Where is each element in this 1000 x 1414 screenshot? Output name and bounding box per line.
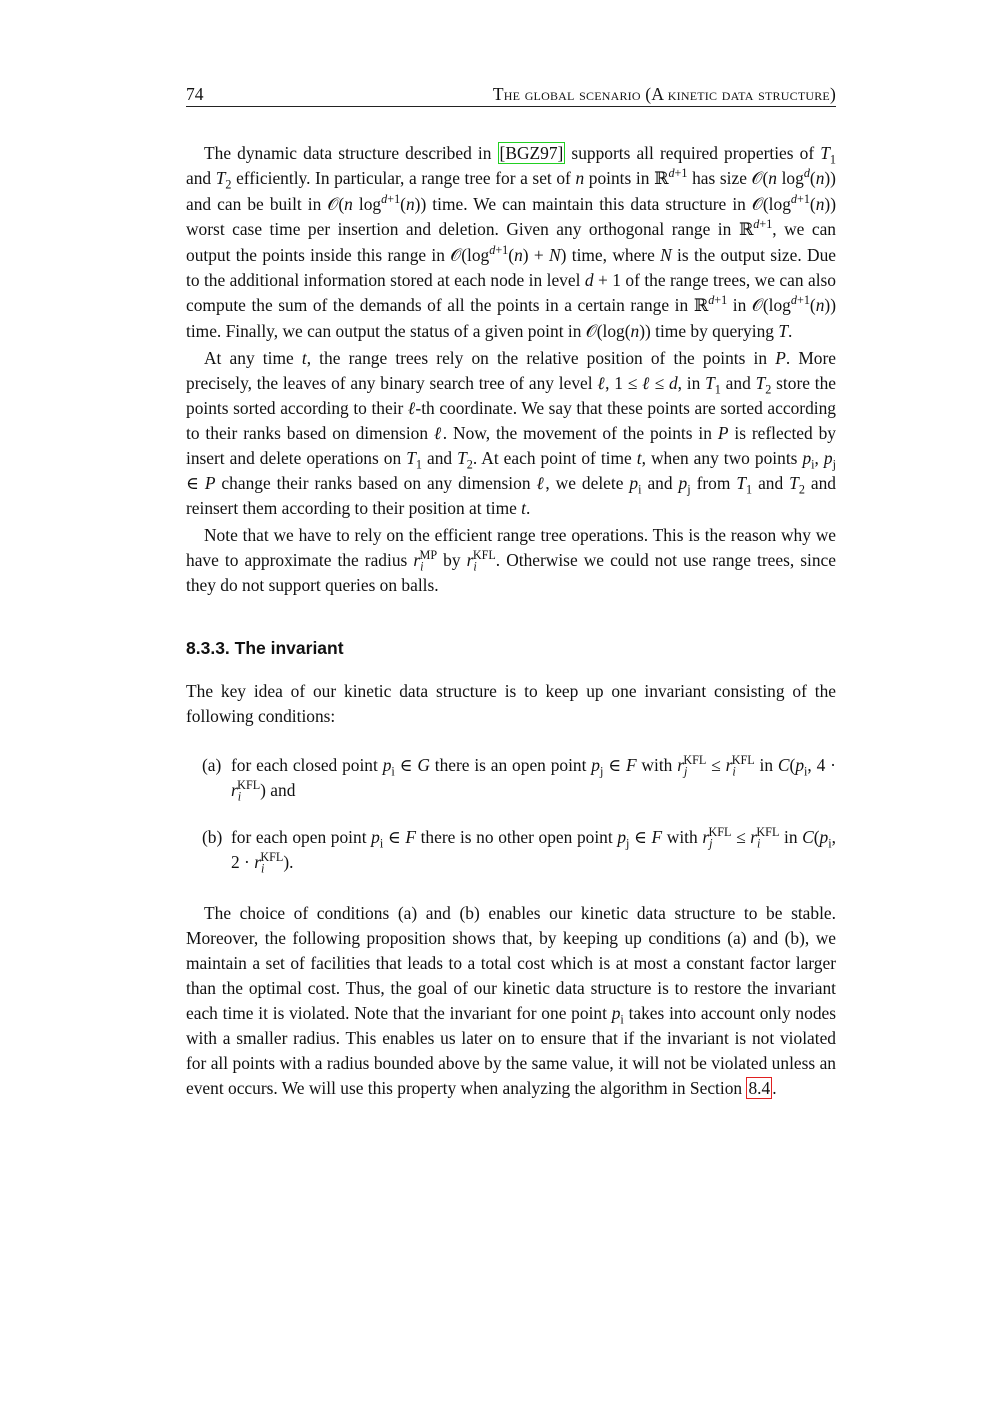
section-heading: 8.3.3. The invariant bbox=[186, 638, 344, 658]
main-text bbox=[186, 141, 836, 1103]
page-number: 74 bbox=[186, 84, 204, 104]
citation-link-bgz97[interactable]: [BGZ97] bbox=[499, 143, 564, 163]
paragraph-invariant-intro: The key idea of our kinetic data structure is to keep up one invariant consisting of the following conditions: bbox=[186, 681, 836, 726]
page-header bbox=[186, 84, 836, 107]
paragraph-stability: The choice of conditions (a) and (b) enables our kinetic data structure to be stable. Moreover, the following proposition shows that, by keeping up conditions (a) and (b), we maintain a set of facilities that leads to a total cost which is at most a constant factor larger than the optimal cost. Thus, the goal of our kinetic data structure is to restore the invariant each time it is violated. Note that the invariant for one point $p_i$ takes into account only nodes with a smaller radius. This enables us later on to ensure that if the invariant is not violated for all points with a radius bounded above by the same value, it will not be violated unless an event occurs. We will use this property when analyzing the algorithm in Section 8.4 . bbox=[186, 903, 836, 1098]
condition-a bbox=[202, 753, 836, 803]
condition-b-label: (b) bbox=[202, 827, 223, 847]
paragraph-range-trees: The dynamic data structure described in [BGZ97] supports all required properties of $T_1$ and $T_2$ efficiently. In particular, a range tree for a set of n points in ℝ$^{d+1}$ has size 𝒪(n $\log^d(n)$) and can be built in 𝒪(n $\log^{d+1}(n)$) time. We can maintain this data structure in $𝒪(\log^{d+1}(n))$ worst case time per insertion and deletion. Given any orthogonal range in ℝ$^{d+1}$, we can output the points inside this range in $𝒪(\log^{d+1}(n) + N)$ time, where N is the output size. Due to the additional information stored at each node in level d + 1 of the range trees, we can also compute the sum of the demands of all the points in a certain range in ℝ$^{d+1}$ in $𝒪(\log^{d+1}(n))$ time. Finally, we can output the status of a given point in 𝒪(log(n)) time by querying T. bbox=[186, 143, 837, 341]
condition-b-text: for each open point $p_i$ ∈ F there is no other open point $p_j$ ∈ F with $r_j^{KFL} \le r_i^{KFL}$ in $C(p_i$, $2 \cdot r_i^{KFL}$). bbox=[231, 825, 836, 876]
section-ref-link[interactable]: 8.4 bbox=[748, 1078, 771, 1098]
paragraph-approximation: Note that we have to rely on the efficient range tree operations. This is the reason why we have to approximate the radius $r_i^{MP}$ by $r_i^{KFL}$. Otherwise we could not use range trees, since they do not support queries on balls. bbox=[186, 525, 836, 595]
condition-a-text: for each closed point $p_i$ ∈ G there is an open point $p_j$ ∈ F with $r_j^{KFL} \le r_i^{KFL}$ in $C(p_i$, $4 \cdot r_i^{KFL}$) and bbox=[231, 753, 836, 804]
condition-b bbox=[202, 825, 836, 875]
paragraph-ranks: At any time t, the range trees rely on the relative position of the points in P. More precisely, the leaves of any binary search tree of any level ℓ, 1 ≤ ℓ ≤ d, in $T_1$ and $T_2$ store the points sorted according to their ℓ-th coordinate. We say that these points are sorted according to their ranks based on dimension ℓ. Now, the movement of the points in P is reflected by insert and delete operations on $T_1$ and $T_2$. At each point of time t, when any two points $p_i$, $p_j$ ∈ P change their ranks based on any dimension ℓ, we delete $p_i$ and $p_j$ from $T_1$ and $T_2$ and reinsert them according to their position at time t. bbox=[186, 348, 837, 518]
condition-a-label: (a) bbox=[202, 755, 222, 775]
running-title: The global scenario (A kinetic data structure) bbox=[492, 84, 836, 104]
condition-list bbox=[186, 753, 836, 875]
